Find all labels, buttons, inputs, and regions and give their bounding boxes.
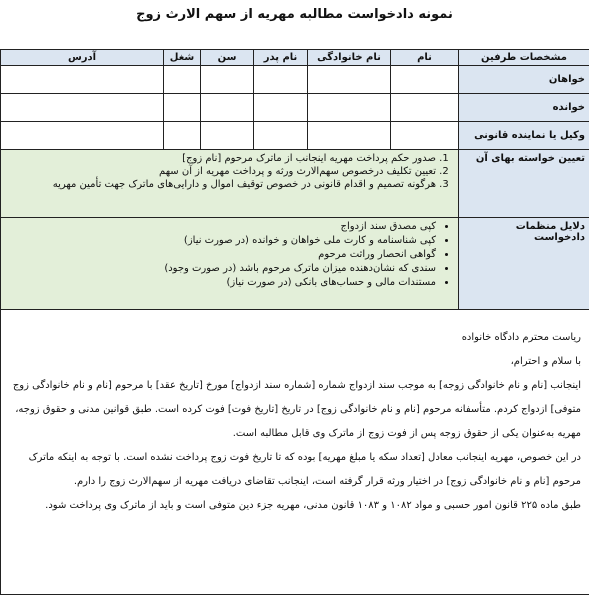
page-title: نمونه دادخواست مطالبه مهریه از سهم الارث زوج bbox=[136, 7, 453, 22]
petition-table bbox=[0, 49, 589, 595]
col-header-last-name: نام خانوادگی bbox=[308, 50, 391, 66]
lawyer-last-name-cell[interactable] bbox=[308, 122, 391, 150]
claim-item: 3. هرگونه تصمیم و اقدام قانونی در خصوص توقیف اموال و دارایی‌های ماترک جهت تأمین مهریه bbox=[5, 178, 436, 191]
defendant-last-name-cell[interactable] bbox=[308, 94, 391, 122]
claim-row bbox=[1, 150, 589, 218]
defendant-job-cell[interactable] bbox=[164, 94, 201, 122]
letter-greeting: با سلام و احترام، bbox=[510, 356, 581, 367]
col-header-age: سن bbox=[201, 50, 254, 66]
plaintiff-row bbox=[1, 66, 589, 94]
evidence-item: • کپی شناسنامه و کارت ملی خواهان و خوانده (در صورت نیاز) bbox=[5, 234, 436, 248]
claim-item: 2. تعیین تکلیف درخصوص سهم‌الارث ورثه و پرداخت مهریه از آن سهم bbox=[5, 165, 436, 178]
evidence-item: • کپی مصدق سند ازدواج bbox=[5, 220, 436, 234]
evidence-row bbox=[1, 218, 589, 310]
claim-item: 1. صدور حکم پرداخت مهریه اینجانب از ماترک مرحوم [نام زوج] bbox=[5, 152, 436, 165]
letter-paragraph-2: در این خصوص، مهریه اینجانب معادل [تعداد سکه یا مبلغ مهریه] بوده که تا تاریخ فوت زوج پرداخت نشده است. با توجه به اینکه ماترک مرحوم [نام و نام خانوادگی زوج] در اختیار ورثه قرار گرفته است، اینجانب تقاضای دریافت مهریه از سهم‌الارث زوج را دارم. bbox=[28, 452, 581, 487]
evidence-item: • گواهی انحصار وراثت مرحوم bbox=[5, 248, 436, 262]
lawyer-father-name-cell[interactable] bbox=[254, 122, 308, 150]
lawyer-label: وکیل یا نماینده قانونی bbox=[459, 122, 589, 150]
plaintiff-first-name-cell[interactable] bbox=[391, 66, 459, 94]
defendant-row bbox=[1, 94, 589, 122]
lawyer-row bbox=[1, 122, 589, 150]
evidence-item: • سندی که نشان‌دهنده میزان ماترک مرحوم باشد (در صورت وجود) bbox=[5, 262, 436, 276]
lawyer-address-cell[interactable] bbox=[1, 122, 164, 150]
claim-content bbox=[1, 150, 459, 218]
claim-label: تعیین خواسته بهای آن bbox=[459, 150, 589, 218]
evidence-list bbox=[5, 220, 454, 290]
defendant-father-name-cell[interactable] bbox=[254, 94, 308, 122]
lawyer-age-cell[interactable] bbox=[201, 122, 254, 150]
plaintiff-address-cell[interactable] bbox=[1, 66, 164, 94]
letter-paragraph-3: طبق ماده ۲۲۵ قانون امور حسبی و مواد ۱۰۸۲ و ۱۰۸۳ قانون مدنی، مهریه جزء دین متوفی است و باید از ماترک وی پرداخت شود. bbox=[45, 500, 581, 511]
plaintiff-last-name-cell[interactable] bbox=[308, 66, 391, 94]
letter-row bbox=[1, 310, 589, 595]
col-header-first-name: نام bbox=[391, 50, 459, 66]
letter-salutation: ریاست محترم دادگاه خانواده bbox=[461, 332, 581, 343]
col-header-job: شغل bbox=[164, 50, 201, 66]
claim-list bbox=[5, 152, 454, 191]
lawyer-job-cell[interactable] bbox=[164, 122, 201, 150]
letter-cell bbox=[1, 310, 589, 595]
col-header-parties: مشخصات طرفین bbox=[459, 50, 589, 66]
letter-body bbox=[1, 310, 589, 518]
plaintiff-label: خواهان bbox=[459, 66, 589, 94]
defendant-label: خوانده bbox=[459, 94, 589, 122]
defendant-address-cell[interactable] bbox=[1, 94, 164, 122]
defendant-first-name-cell[interactable] bbox=[391, 94, 459, 122]
col-header-father-name: نام پدر bbox=[254, 50, 308, 66]
plaintiff-father-name-cell[interactable] bbox=[254, 66, 308, 94]
col-header-address: آدرس bbox=[1, 50, 164, 66]
plaintiff-age-cell[interactable] bbox=[201, 66, 254, 94]
evidence-item: • مستندات مالی و حساب‌های بانکی (در صورت نیاز) bbox=[5, 276, 436, 290]
defendant-age-cell[interactable] bbox=[201, 94, 254, 122]
plaintiff-job-cell[interactable] bbox=[164, 66, 201, 94]
evidence-label: دلایل منظمات دادخواست bbox=[459, 218, 589, 310]
lawyer-first-name-cell[interactable] bbox=[391, 122, 459, 150]
letter-paragraph-1: اینجانب [نام و نام خانوادگی زوجه] به موجب سند ازدواج شماره [شماره سند ازدواج] مورخ [تاریخ عقد] با مرحوم [نام و نام خانوادگی زوج متوفی] ازدواج کردم. متأسفانه مرحوم [نام و نام خانوادگی زوج] در تاریخ [تاریخ فوت] فوت کرده است. طبق قوانین مدنی و حقوق زوجه، مهریه به‌عنوان یکی از حقوق زوجه پس از فوت زوج از ماترک وی قابل مطالبه است. bbox=[12, 380, 581, 439]
evidence-content bbox=[1, 218, 459, 310]
